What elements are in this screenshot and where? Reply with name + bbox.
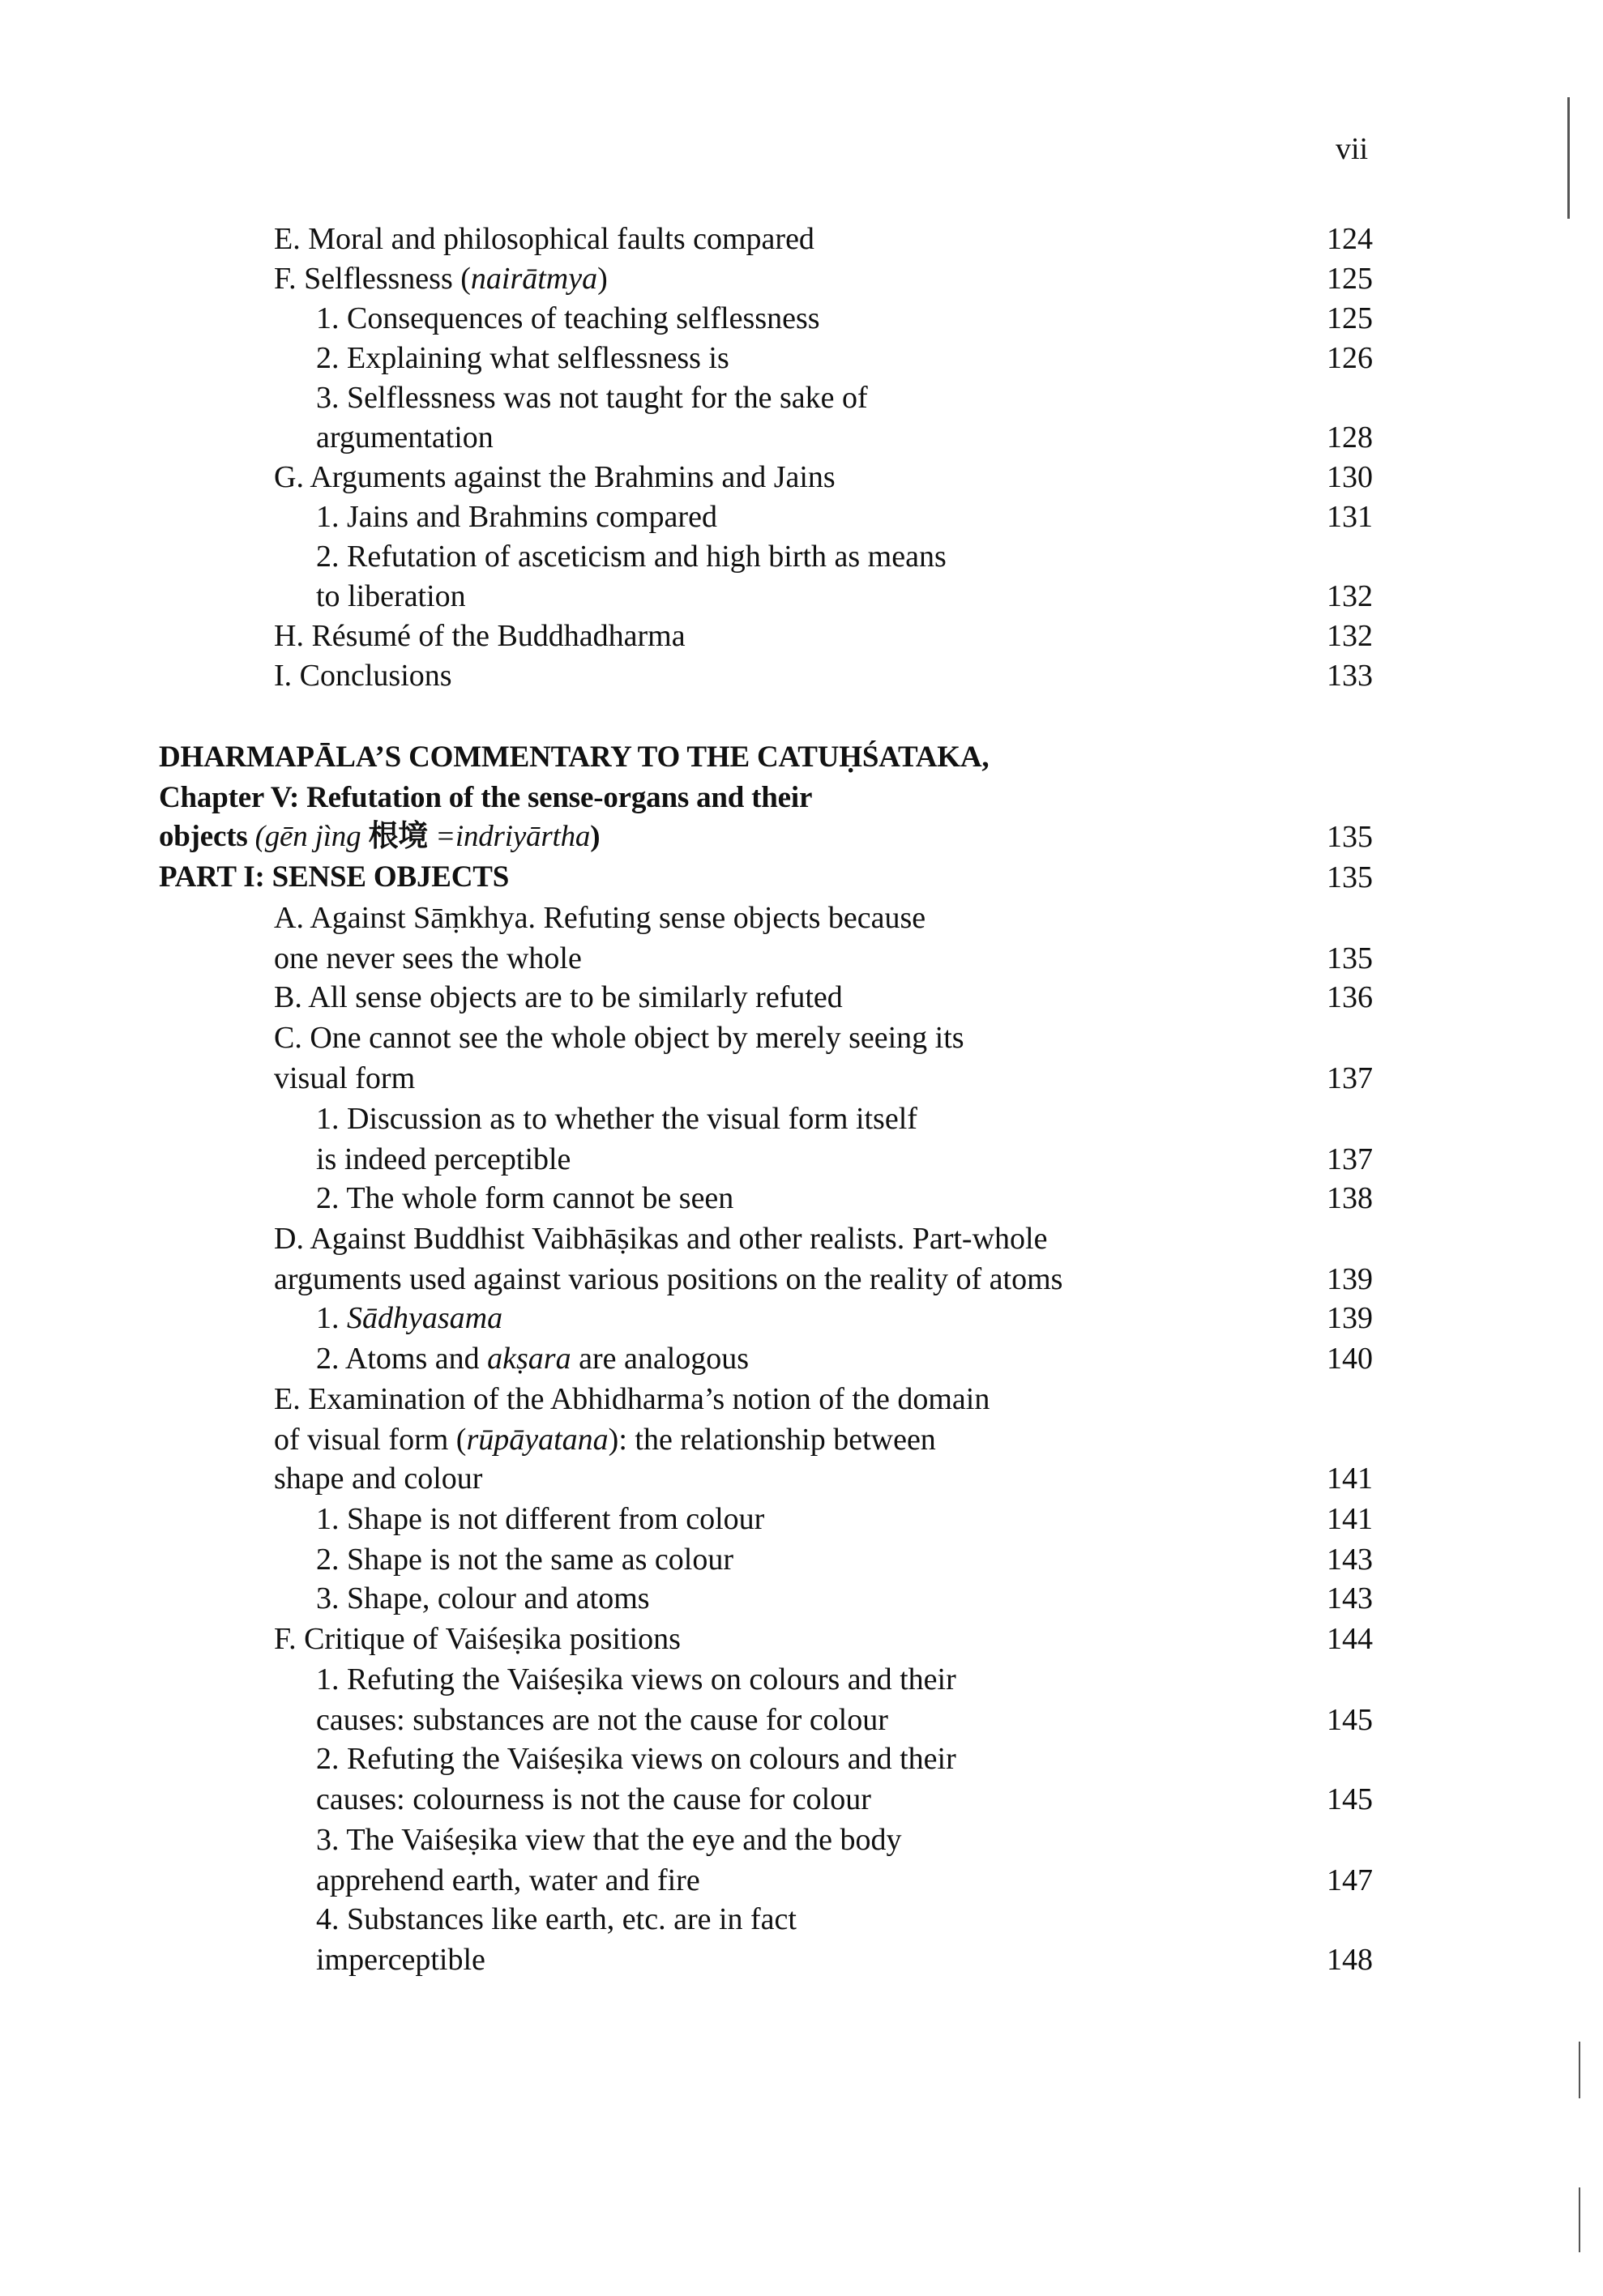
toc-entry xyxy=(316,300,820,337)
toc-entry-text: one never sees the whole xyxy=(274,941,582,975)
toc-entry-text: 3. Shape, colour and atoms xyxy=(316,1581,650,1615)
toc-entry-text: visual form xyxy=(274,1061,416,1095)
toc-page-number: 131 xyxy=(1327,500,1373,534)
toc-entry-text: E. Examination of the Abhidharma’s notion of the domain xyxy=(274,1382,990,1416)
toc-entry-text: objects xyxy=(159,820,248,853)
toc-entry-text: of visual form ( xyxy=(274,1423,467,1457)
toc-entry-text: 1. xyxy=(316,1301,347,1335)
toc-entry-text: I. Conclusions xyxy=(274,659,452,693)
toc-page-number: 124 xyxy=(1327,222,1373,256)
toc-entry-text: causes: substances are not the cause for colour xyxy=(316,1703,888,1737)
toc-page-number: 135 xyxy=(1327,860,1373,894)
toc-page-number: 128 xyxy=(1327,420,1373,455)
toc-entry xyxy=(316,419,494,456)
toc-entry xyxy=(316,1821,902,1859)
toc-entry-text: ) xyxy=(590,820,601,853)
page-number: vii xyxy=(1336,132,1369,166)
toc-entry-text: causes: colourness is not the cause for colour xyxy=(316,1782,871,1816)
toc-entry-text: to liberation xyxy=(316,579,466,613)
toc-entry xyxy=(316,1701,888,1739)
toc-entry xyxy=(316,1541,733,1578)
toc-entry-text: imperceptible xyxy=(316,1943,485,1977)
toc-entry xyxy=(316,1141,571,1178)
toc-entry-text: (gēn jìng xyxy=(247,820,369,853)
toc-entry-text: D. Against Buddhist Vaibhāṣikas and other realists. Part-whole xyxy=(274,1222,1048,1256)
toc-entry-text: argumentation xyxy=(316,420,494,455)
toc-entry xyxy=(274,1220,1047,1257)
toc-entry xyxy=(316,1941,485,1978)
toc-page-number: 133 xyxy=(1327,659,1373,693)
toc-entry-text: =indriyārtha xyxy=(428,820,591,853)
toc-entry-text: arguments used against various positions on the reality of atoms xyxy=(274,1262,1063,1296)
toc-page-number: 137 xyxy=(1327,1061,1373,1095)
toc-entry-text: 2. Explaining what selflessness is xyxy=(316,341,729,375)
toc-entry xyxy=(274,1060,415,1097)
toc-page-number: 125 xyxy=(1327,301,1373,335)
toc-entry-text: E. Moral and philosophical faults compared xyxy=(274,222,814,256)
toc-entry xyxy=(274,1620,681,1658)
toc-page-number: 140 xyxy=(1327,1342,1373,1376)
toc-entry xyxy=(159,818,600,856)
toc-entry xyxy=(274,657,452,694)
toc-entry-text: H. Résumé of the Buddhadharma xyxy=(274,619,686,653)
toc-entry xyxy=(274,1019,964,1056)
toc-entry-text: 3. The Vaiśeṣika view that the eye and the body xyxy=(316,1823,902,1857)
toc-page-number: 137 xyxy=(1327,1142,1373,1176)
toc-entry xyxy=(274,1381,990,1418)
toc-entry xyxy=(316,1300,502,1337)
toc-entry-text: DHARMAPĀLA’S COMMENTARY TO THE CATUḤŚATAKA, xyxy=(159,740,990,774)
toc-page-number: 145 xyxy=(1327,1703,1373,1737)
toc-page-number: 147 xyxy=(1327,1863,1373,1897)
toc-entry-text: 2. The whole form cannot be seen xyxy=(316,1181,734,1215)
toc-entry xyxy=(316,1862,700,1899)
toc-entry xyxy=(274,1421,936,1458)
toc-entry-text: Chapter V: Refutation of the sense-organs and their xyxy=(159,781,813,814)
toc-entry-text: C. One cannot see the whole object by merely seeing its xyxy=(274,1021,964,1055)
toc-entry xyxy=(274,940,582,977)
toc-entry-text: PART I: SENSE OBJECTS xyxy=(159,860,510,894)
toc-page-number: 135 xyxy=(1327,820,1373,854)
toc-entry xyxy=(274,220,814,258)
toc-entry xyxy=(316,1901,797,1938)
toc-page-number: 132 xyxy=(1327,619,1373,653)
toc-page-number: 138 xyxy=(1327,1181,1373,1215)
toc-entry-text: B. All sense objects are to be similarly refuted xyxy=(274,980,843,1014)
toc-entry xyxy=(274,617,686,655)
toc-entry xyxy=(316,379,868,416)
toc-entry-text: 1. Consequences of teaching selflessness xyxy=(316,301,820,335)
toc-entry xyxy=(316,1740,956,1777)
toc-page-number: 139 xyxy=(1327,1262,1373,1296)
toc-page-number: 144 xyxy=(1327,1622,1373,1656)
toc-entry-text: 1. Shape is not different from colour xyxy=(316,1502,765,1536)
toc-entry xyxy=(274,1460,482,1497)
toc-entry xyxy=(316,1661,956,1698)
toc-entry xyxy=(274,899,925,937)
toc-entry xyxy=(316,1340,749,1377)
toc-entry-text: 4. Substances like earth, etc. are in fact xyxy=(316,1902,797,1936)
toc-page-number: 141 xyxy=(1327,1462,1373,1496)
toc-entry xyxy=(274,979,843,1016)
toc-entry xyxy=(316,538,947,575)
toc-entry-text: 1. Jains and Brahmins compared xyxy=(316,500,717,534)
toc-entry-text: G. Arguments against the Brahmins and Jains xyxy=(274,460,836,494)
toc-entry xyxy=(316,578,466,615)
toc-entry-text: 2. Refuting the Vaiśeṣika views on colours and their xyxy=(316,1742,956,1776)
toc-entry xyxy=(274,459,836,496)
toc-entry xyxy=(159,739,989,776)
toc-entry xyxy=(316,498,717,536)
toc-entry-text: 3. Selflessness was not taught for the sake of xyxy=(316,381,868,415)
toc-entry-text: 2. Refutation of asceticism and high birth as means xyxy=(316,540,947,574)
toc-entry-text: 2. Shape is not the same as colour xyxy=(316,1543,734,1577)
toc-entry-text: 1. Discussion as to whether the visual form itself xyxy=(316,1102,917,1136)
toc-entry xyxy=(316,1781,871,1818)
toc-page-number: 148 xyxy=(1327,1943,1373,1977)
toc-entry-text: nairātmya xyxy=(470,262,598,296)
toc-entry-text: 根境 xyxy=(368,820,429,853)
toc-entry-text: Sādhyasama xyxy=(347,1301,503,1335)
toc-page-number: 126 xyxy=(1327,341,1373,375)
toc-page-number: 135 xyxy=(1327,941,1373,975)
toc-entry xyxy=(274,1261,1062,1298)
toc-entry-text: shape and colour xyxy=(274,1462,483,1496)
toc-page-number: 143 xyxy=(1327,1581,1373,1615)
toc-entry-text: ) xyxy=(597,262,608,296)
toc-page-number: 145 xyxy=(1327,1782,1373,1816)
scan-margin-mark xyxy=(1567,97,1570,219)
toc-entry-text: 2. Atoms and xyxy=(316,1342,488,1376)
toc-page-number: 132 xyxy=(1327,579,1373,613)
toc-entry xyxy=(274,260,608,297)
toc-entry-text: ): the relationship between xyxy=(608,1423,936,1457)
toc-entry xyxy=(159,859,509,896)
toc-page-number: 136 xyxy=(1327,980,1373,1014)
toc-page-number: 130 xyxy=(1327,460,1373,494)
toc-entry-text: is indeed perceptible xyxy=(316,1142,571,1176)
toc-page-number: 139 xyxy=(1327,1301,1373,1335)
toc-entry-text: F. Selflessness ( xyxy=(274,262,471,296)
toc-page-number: 125 xyxy=(1327,262,1373,296)
toc-entry xyxy=(316,1580,650,1617)
scan-margin-mark xyxy=(1579,2187,1580,2252)
toc-entry xyxy=(316,1180,733,1217)
toc-page-number: 143 xyxy=(1327,1543,1373,1577)
toc-entry xyxy=(316,1100,917,1137)
toc-entry-text: apprehend earth, water and fire xyxy=(316,1863,700,1897)
toc-page-number: 141 xyxy=(1327,1502,1373,1536)
toc-entry xyxy=(159,779,812,817)
toc-entry-text: 1. Refuting the Vaiśeṣika views on colours and their xyxy=(316,1662,956,1696)
toc-entry xyxy=(316,1500,764,1538)
toc-entry-text: F. Critique of Vaiśeṣika positions xyxy=(274,1622,681,1656)
toc-entry xyxy=(316,339,729,377)
toc-entry-text: are analogous xyxy=(571,1342,750,1376)
toc-entry-text: rūpāyatana xyxy=(466,1423,609,1457)
scan-margin-mark xyxy=(1579,2042,1580,2098)
toc-entry-text: akṣara xyxy=(487,1342,571,1376)
toc-entry-text: A. Against Sāṃkhya. Refuting sense objects because xyxy=(274,901,926,935)
